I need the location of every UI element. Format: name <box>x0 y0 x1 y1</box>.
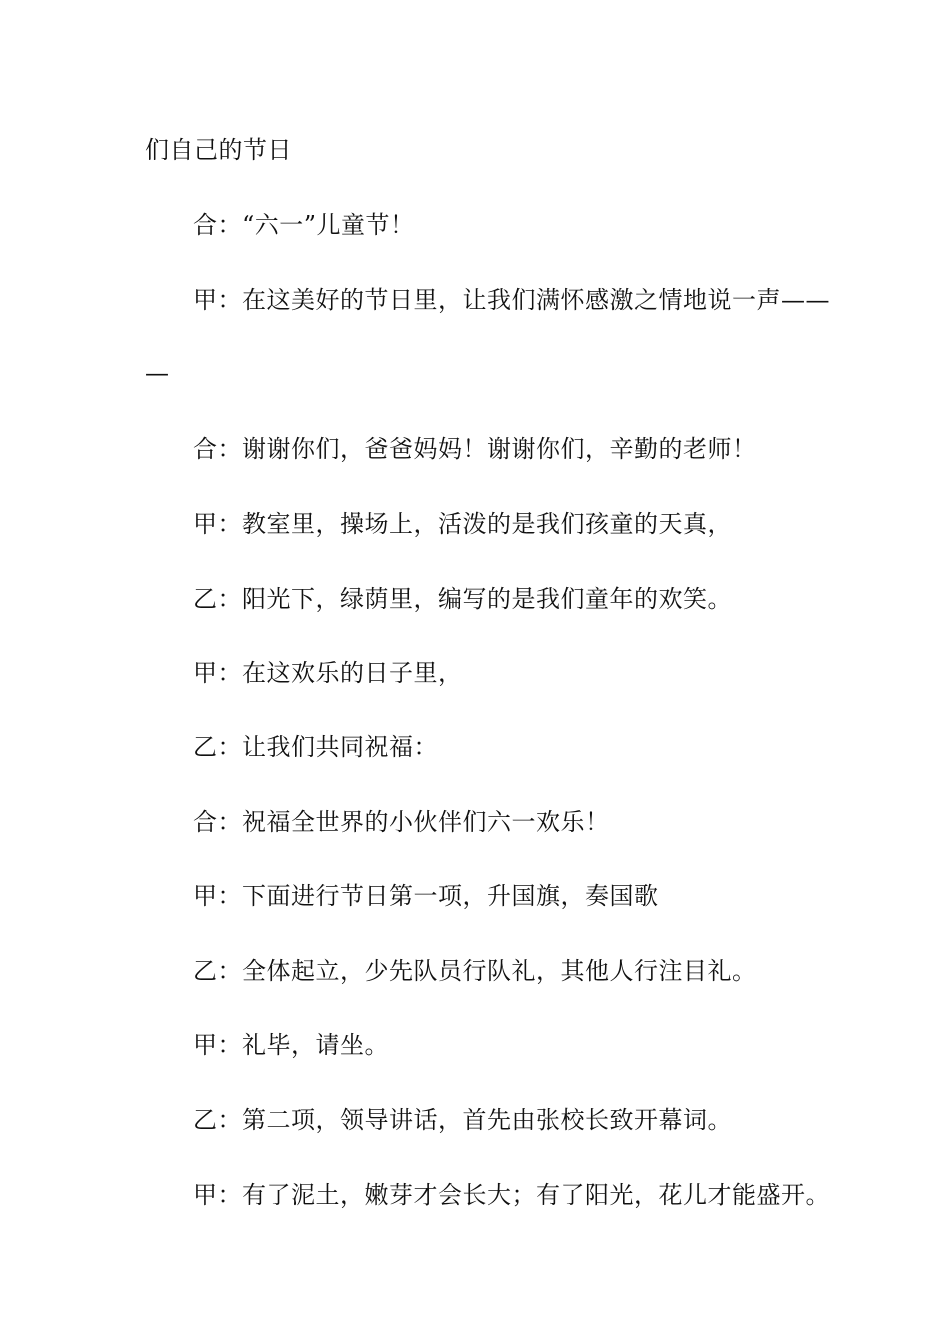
text-line: 乙：全体起立，少先队员行队礼，其他人行注目礼。 <box>193 957 757 985</box>
text-line: — <box>145 359 170 387</box>
text-line: 甲：礼毕，请坐。 <box>193 1031 389 1059</box>
text-line: 甲：下面进行节日第一项，升国旗，奏国歌 <box>193 882 659 910</box>
text-line: 乙：第二项，领导讲话，首先由张校长致开幕词。 <box>193 1106 732 1134</box>
text-line: 甲：有了泥土，嫩芽才会长大；有了阳光，花儿才能盛开。 <box>193 1181 830 1209</box>
text-line: 合：祝福全世界的小伙伴们六一欢乐！ <box>193 808 610 836</box>
text-line: 们自己的节日 <box>145 136 292 164</box>
text-line: 甲：教室里，操场上，活泼的是我们孩童的天真， <box>193 510 732 538</box>
text-line: 乙：阳光下，绿荫里，编写的是我们童年的欢笑。 <box>193 585 732 613</box>
text-line: 甲：在这美好的节日里，让我们满怀感激之情地说一声—— <box>193 286 830 314</box>
text-line: 合：谢谢你们，爸爸妈妈！谢谢你们，辛勤的老师！ <box>193 435 757 463</box>
text-line: 甲：在这欢乐的日子里， <box>193 659 463 687</box>
text-line: 合：“六一”儿童节！ <box>193 211 415 239</box>
text-line: 乙：让我们共同祝福： <box>193 733 438 761</box>
